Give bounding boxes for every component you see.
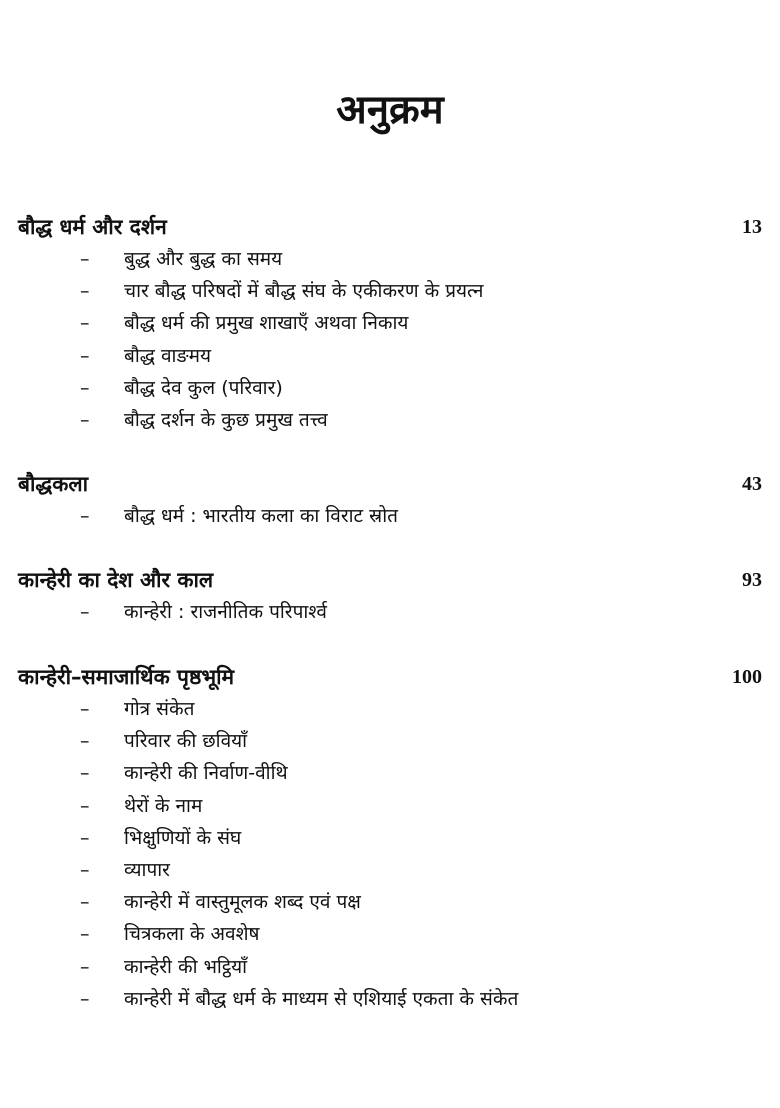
toc-item bbox=[18, 275, 762, 307]
toc-item bbox=[18, 693, 762, 725]
dash-marker: – bbox=[80, 376, 90, 399]
section-page-number: 93 bbox=[742, 569, 762, 591]
toc-item bbox=[18, 243, 762, 275]
toc-section bbox=[18, 211, 762, 436]
dash-marker: – bbox=[80, 248, 90, 270]
dash-marker: – bbox=[80, 923, 90, 946]
section-heading bbox=[18, 661, 762, 693]
dash-marker: – bbox=[80, 891, 90, 914]
dash-marker: – bbox=[80, 730, 90, 753]
dash-marker: – bbox=[80, 408, 90, 431]
section-title: कान्हेरी का देश और काल bbox=[18, 568, 214, 592]
toc-item-label: चार बौद्ध परिषदों में बौद्ध संघ के एकीकरण के प्रयत्न bbox=[124, 280, 484, 303]
toc-item bbox=[18, 822, 762, 854]
toc-item-label: बौद्ध वाङमय bbox=[124, 344, 211, 367]
toc-item bbox=[18, 951, 762, 983]
toc-item bbox=[18, 886, 762, 918]
toc-item bbox=[18, 404, 762, 436]
toc-item bbox=[18, 757, 762, 789]
toc-section bbox=[18, 564, 762, 628]
toc-item-label: व्यापार bbox=[124, 858, 170, 881]
dash-marker: – bbox=[80, 312, 90, 335]
toc-item bbox=[18, 307, 762, 339]
dash-marker: – bbox=[80, 505, 90, 527]
section-title: बौद्धकला bbox=[18, 472, 89, 496]
toc-item-label: चित्रकला के अवशेष bbox=[124, 923, 260, 946]
toc-item bbox=[18, 918, 762, 950]
toc-item-label: बौद्ध दर्शन के कुछ प्रमुख तत्त्व bbox=[124, 408, 328, 431]
toc-item bbox=[18, 372, 762, 404]
dash-marker: – bbox=[80, 280, 90, 303]
toc-section bbox=[18, 661, 762, 1015]
toc-item bbox=[18, 790, 762, 822]
section-heading bbox=[18, 211, 762, 243]
toc-item-label: बौद्ध देव कुल (परिवार) bbox=[124, 376, 283, 399]
toc-item-label: कान्हेरी में वास्तुमूलक शब्द एवं पक्ष bbox=[124, 891, 361, 914]
section-page-number: 43 bbox=[742, 473, 762, 495]
toc-item bbox=[18, 725, 762, 757]
toc-item-label: बौद्ध धर्म की प्रमुख शाखाएँ अथवा निकाय bbox=[124, 312, 409, 335]
dash-marker: – bbox=[80, 826, 90, 849]
toc-item-label: बुद्ध और बुद्ध का समय bbox=[124, 248, 283, 270]
toc-item-label: कान्हेरी में बौद्ध धर्म के माध्यम से एशियाई एकता के संकेत bbox=[124, 987, 519, 1010]
page-title: अनुक्रम bbox=[336, 86, 444, 133]
section-heading bbox=[18, 468, 762, 500]
toc-item-label: परिवार की छवियाँ bbox=[124, 730, 248, 753]
toc-item bbox=[18, 983, 762, 1015]
toc-item-label: बौद्ध धर्म : भारतीय कला का विराट स्रोत bbox=[124, 505, 398, 527]
toc-item bbox=[18, 854, 762, 886]
toc-item bbox=[18, 340, 762, 372]
toc-item bbox=[18, 596, 762, 628]
section-page-number: 13 bbox=[742, 216, 762, 238]
section-page-number: 100 bbox=[732, 666, 762, 688]
dash-marker: – bbox=[80, 858, 90, 881]
toc-item-label: कान्हेरी की भट्ठियाँ bbox=[124, 955, 248, 978]
section-title: कान्हेरी–समाजार्थिक पृष्ठभूमि bbox=[18, 665, 235, 689]
toc-item bbox=[18, 500, 762, 532]
dash-marker: – bbox=[80, 762, 90, 785]
dash-marker: – bbox=[80, 794, 90, 817]
toc-item-label: गोत्र संकेत bbox=[124, 698, 195, 720]
toc-item-label: भिक्षुणियों के संघ bbox=[124, 826, 242, 849]
toc-item-label: कान्हेरी की निर्वाण-वीथि bbox=[124, 762, 288, 785]
section-heading bbox=[18, 564, 762, 596]
toc-item-label: कान्हेरी : राजनीतिक परिपार्श्व bbox=[124, 601, 327, 623]
dash-marker: – bbox=[80, 601, 90, 623]
dash-marker: – bbox=[80, 698, 90, 720]
dash-marker: – bbox=[80, 344, 90, 367]
section-title: बौद्ध धर्म और दर्शन bbox=[18, 215, 167, 239]
toc-section bbox=[18, 468, 762, 532]
dash-marker: – bbox=[80, 955, 90, 978]
toc-item-label: थेरों के नाम bbox=[124, 794, 203, 817]
dash-marker: – bbox=[80, 987, 90, 1010]
